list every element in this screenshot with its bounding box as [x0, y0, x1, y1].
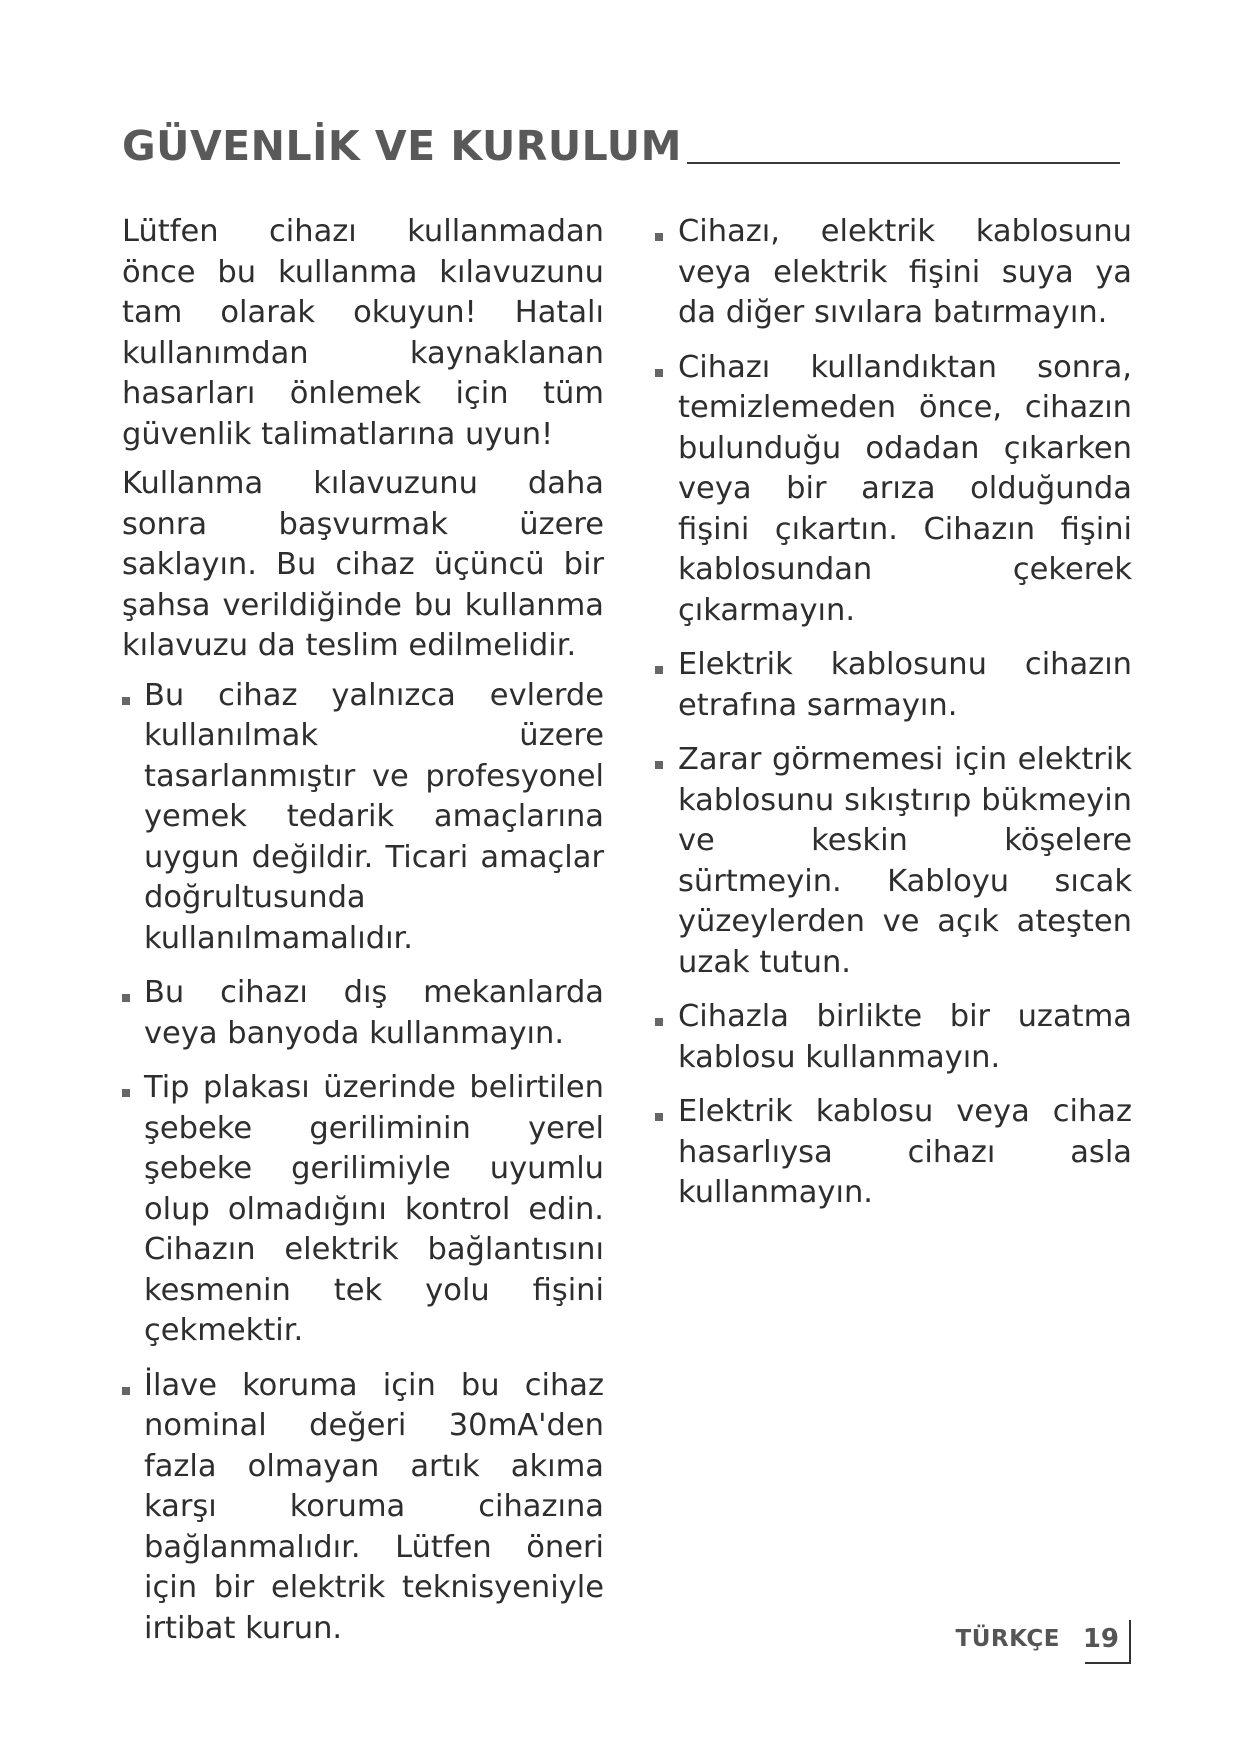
title-rule — [687, 162, 1120, 164]
page-number: 19 — [1082, 1624, 1119, 1654]
square-bullet-icon — [655, 233, 663, 241]
left-bullet-list — [122, 676, 604, 1650]
list-item — [652, 1092, 1132, 1214]
list-item-text: Bu cihazı dış mekanlarda veya banyoda kullanmayın. — [144, 975, 604, 1051]
keep-manual-paragraph: Kullanma kılavuzunu daha sonra başvurmak üzere saklayın. Bu cihaz üçüncü bir şahsa verildiğinde bu kullanma kılavuzu da teslim edilmelidir. — [122, 466, 604, 663]
list-item-text: İlave koruma için bu cihaz nominal değeri 30mA'den fazla olmayan artık akıma karşı koruma cihazına bağlanmalıdır. Lütfen öneri için bir elektrik teknisyeniyle irtibat kurun. — [144, 1367, 604, 1646]
right-bullet-list — [652, 212, 1132, 1214]
list-item-text: Tip plakası üzerinde belirtilen şebeke geriliminin yerel şebeke gerilimiyle uyumlu olup olmadığını kontrol edin. Cihazın elektrik bağlantısını kesmenin tek yolu fişini çekmektir. — [144, 1070, 604, 1348]
list-item-text: Cihazı, elektrik kablosunu veya elektrik fişini suya ya da diğer sıvılara batırmayın. — [678, 214, 1132, 330]
square-bullet-icon — [122, 697, 130, 705]
list-item-text: Elektrik kablosu veya cihaz hasarlıysa cihazı asla kullanmayın. — [678, 1094, 1132, 1210]
list-item — [652, 645, 1132, 726]
square-bullet-icon — [655, 666, 663, 674]
list-item — [652, 997, 1132, 1078]
right-column — [652, 212, 1132, 1214]
square-bullet-icon — [122, 1089, 130, 1097]
square-bullet-icon — [122, 1387, 130, 1395]
footer-language: TÜRKÇE — [955, 1626, 1060, 1652]
list-item-text: Bu cihaz yalnızca evlerde kullanılmak üzere tasarlanmıştır ve profesyonel yemek tedarik amaçlarına uygun değildir. Ticari amaçlar doğrultusunda kullanılmamalıdır. — [144, 677, 604, 956]
left-column — [122, 212, 604, 1649]
list-item — [652, 348, 1132, 632]
square-bullet-icon — [655, 369, 663, 377]
square-bullet-icon — [122, 994, 130, 1002]
list-item — [122, 1366, 604, 1650]
list-item — [122, 1068, 604, 1352]
list-item-text: Cihazı kullandıktan sonra, temizlemeden önce, cihazın bulunduğu odadan çıkarken veya bir arıza olduğunda fişini çıkartın. Cihazın fişini kablosundan çekerek çıkarmayın. — [678, 349, 1132, 628]
footer-corner-mark — [1082, 1620, 1131, 1664]
list-item-text: Zarar görmemesi için elektrik kablosunu sıkıştırıp bükmeyin ve keskin köşelere sürtmeyin. Kabloyu sıcak yüzeylerden ve açık ateşten uzak tutun. — [678, 742, 1132, 980]
square-bullet-icon — [655, 761, 663, 769]
list-item — [122, 676, 604, 960]
square-bullet-icon — [655, 1113, 663, 1121]
page-header — [122, 118, 1120, 174]
page-title: GÜVENLİK VE KURULUM — [122, 122, 682, 170]
square-bullet-icon — [655, 1018, 663, 1026]
list-item-text: Cihazla birlikte bir uzatma kablosu kullanmayın. — [678, 999, 1132, 1075]
intro-paragraph: Lütfen cihazı kullanmadan önce bu kullanma kılavuzunu tam olarak okuyun! Hatalı kullanımdan kaynaklanan hasarları önlemek için tüm güvenlik talimatlarına uyun! — [122, 214, 604, 452]
list-item — [652, 212, 1132, 334]
list-item-text: Elektrik kablosunu cihazın etrafına sarmayın. — [678, 647, 1132, 723]
list-item — [122, 973, 604, 1054]
list-item — [652, 740, 1132, 983]
